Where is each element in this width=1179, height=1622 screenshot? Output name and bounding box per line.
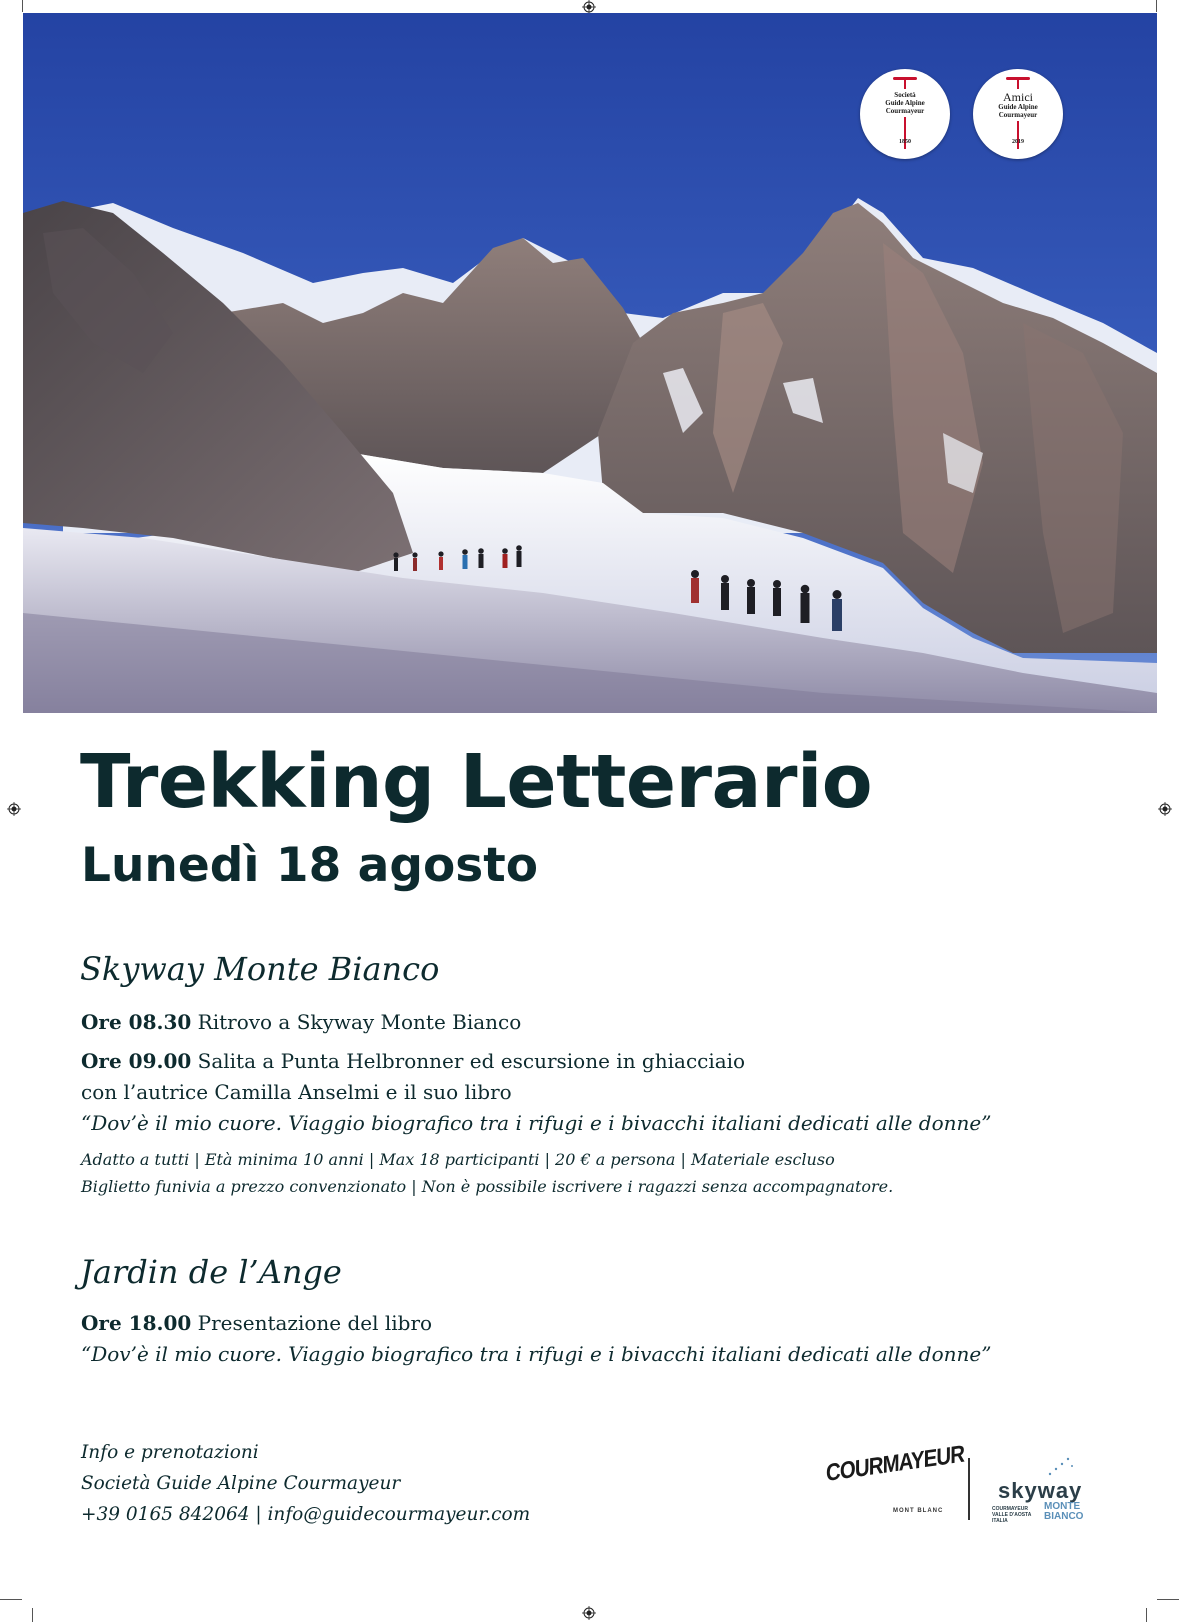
- badge-line: Guide Alpine: [998, 103, 1038, 111]
- schedule-item: [81, 1046, 745, 1077]
- amici-badge: [973, 69, 1063, 159]
- schedule-time: Ore 08.30: [81, 1010, 192, 1034]
- logo-divider: [968, 1458, 970, 1520]
- schedule-item: [81, 1007, 521, 1038]
- registration-mark-icon: [582, 0, 596, 14]
- registration-mark-icon: [7, 802, 21, 816]
- page-title: Trekking Letterario: [80, 739, 873, 825]
- crop-mark: [1156, 0, 1157, 12]
- courmayeur-logo-sub: MONT BLANC: [893, 1508, 944, 1514]
- courmayeur-logo: COURMAYEUR: [826, 1440, 965, 1487]
- info-organization: Società Guide Alpine Courmayeur: [81, 1473, 401, 1494]
- guide-alpine-badge: [860, 69, 950, 159]
- info-block: [81, 1437, 530, 1530]
- book-title: “Dov’è il mio cuore. Viaggio biografico tra i rifugi e i bivacchi italiani dedicati alle donne”: [81, 1111, 992, 1135]
- badge-line: Guide Alpine: [885, 99, 925, 107]
- crop-mark: [0, 1599, 22, 1600]
- schedule-text: Ritrovo a Skyway Monte Bianco: [191, 1010, 522, 1034]
- crop-mark: [1157, 1599, 1179, 1600]
- registration-mark-icon: [1158, 802, 1172, 816]
- sponsor-logos: [820, 1440, 1120, 1532]
- badge-year: 2019: [1012, 139, 1024, 145]
- stars-icon: [1038, 1456, 1078, 1480]
- schedule-text: Salita a Punta Helbronner ed escursione in ghiacciaio: [191, 1049, 746, 1073]
- skyway-logo-sub: COURMAYEUR VALLE D'AOSTA ITALIA: [992, 1506, 1032, 1524]
- section-heading-jardin: Jardin de l’Ange: [80, 1253, 342, 1291]
- section-heading-skyway: Skyway Monte Bianco: [80, 950, 440, 988]
- crop-mark: [1146, 1608, 1147, 1622]
- schedule-time: Ore 18.00: [81, 1311, 192, 1335]
- info-contact: +39 0165 842064 | info@guidecourmayeur.com: [81, 1504, 531, 1525]
- badge-line: Courmayeur: [885, 107, 925, 115]
- crop-mark: [32, 1608, 33, 1622]
- badge-line: Amici: [1003, 90, 1033, 104]
- badge-line: Società: [894, 91, 916, 99]
- crop-mark: [22, 0, 23, 12]
- info-label: Info e prenotazioni: [81, 1442, 259, 1463]
- event-date: Lunedì 18 agosto: [81, 838, 539, 893]
- registration-mark-icon: [582, 1606, 596, 1620]
- schedule-text: Presentazione del libro: [191, 1311, 433, 1335]
- badge-line: Courmayeur: [998, 111, 1038, 119]
- badge-year: 1850: [899, 139, 911, 145]
- schedule-item: [81, 1308, 432, 1339]
- event-details: Adatto a tutti | Età minima 10 anni | Max 18 participanti | 20 € a persona | Materiale escluso: [81, 1150, 835, 1169]
- schedule-time: Ore 09.00: [81, 1049, 192, 1073]
- book-title: “Dov’è il mio cuore. Viaggio biografico tra i rifugi e i bivacchi italiani dedicati alle donne”: [81, 1342, 992, 1366]
- hero-photo: [23, 13, 1157, 713]
- event-details: Biglietto funivia a prezzo convenzionato | Non è possibile iscrivere i ragazzi senza accompagnatore.: [81, 1177, 894, 1196]
- skyway-logo: skyway: [998, 1478, 1083, 1503]
- skyway-logo-sub: MONTE BIANCO: [1044, 1501, 1084, 1522]
- schedule-continuation: con l’autrice Camilla Anselmi e il suo libro: [81, 1080, 512, 1104]
